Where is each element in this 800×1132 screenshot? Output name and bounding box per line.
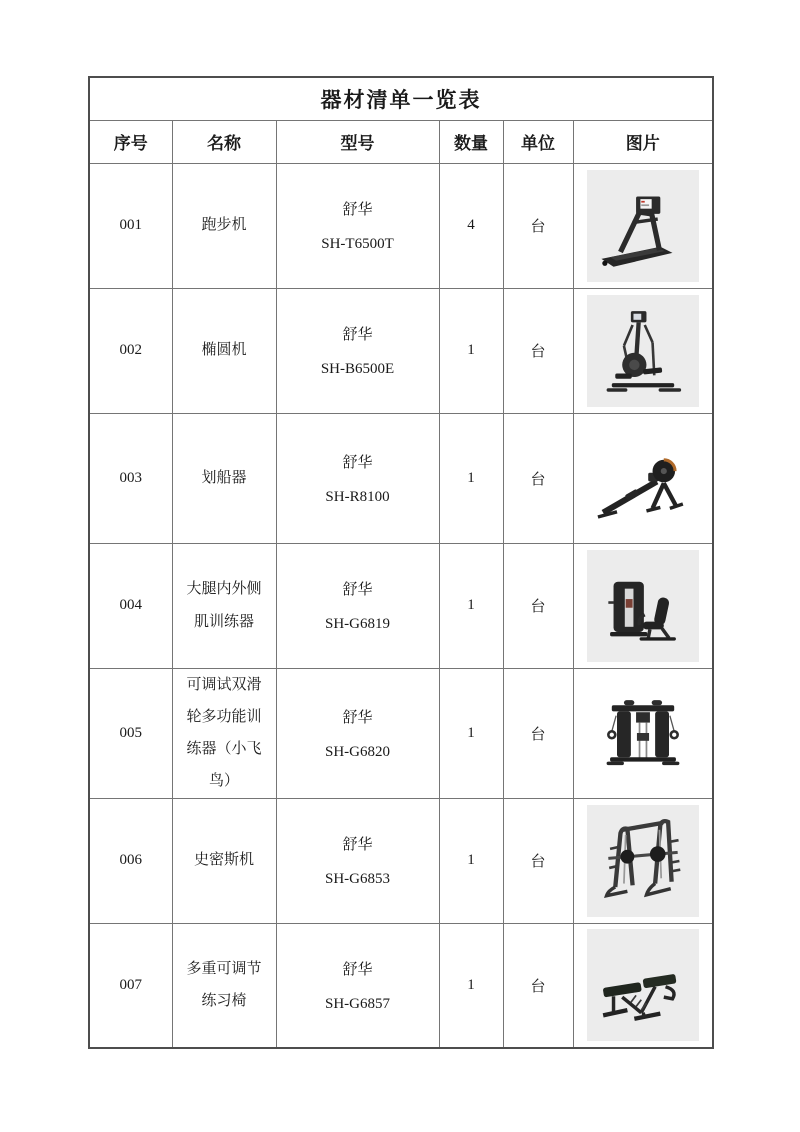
brand-name: 舒华 — [342, 582, 373, 598]
serial-no: 001 — [89, 163, 172, 288]
equipment-model — [276, 163, 439, 288]
header-name: 名称 — [172, 120, 276, 163]
equipment-model — [276, 668, 439, 798]
equipment-image-cell — [573, 668, 713, 798]
inner-outer-thigh-trainer-image — [587, 550, 699, 662]
model-code: SH-G6853 — [324, 871, 390, 887]
equipment-image-cell — [573, 923, 713, 1048]
header-image: 图片 — [573, 120, 713, 163]
table-row — [89, 413, 713, 543]
equipment-image-cell — [573, 798, 713, 923]
serial-no: 005 — [89, 668, 172, 798]
quantity: 1 — [439, 288, 503, 413]
header-quantity: 数量 — [439, 120, 503, 163]
equipment-image-cell — [573, 288, 713, 413]
model-code: SH-T6500T — [321, 236, 394, 252]
table-row — [89, 668, 713, 798]
equipment-model — [276, 288, 439, 413]
quantity: 1 — [439, 413, 503, 543]
equipment-model — [276, 543, 439, 668]
brand-name: 舒华 — [342, 327, 373, 343]
equipment-name: 划船器 — [172, 413, 276, 543]
equipment-model — [276, 413, 439, 543]
brand-name: 舒华 — [342, 709, 373, 726]
header-unit: 单位 — [503, 120, 573, 163]
table-title: 器材清单一览表 — [89, 77, 713, 120]
brand-name: 舒华 — [342, 454, 373, 471]
unit: 台 — [503, 163, 573, 288]
equipment-name: 跑步机 — [172, 163, 276, 288]
brand-name: 舒华 — [342, 202, 373, 218]
equipment-name: 多重可调节练习椅 — [172, 923, 276, 1048]
unit: 台 — [503, 798, 573, 923]
table-row — [89, 288, 713, 413]
brand-name: 舒华 — [342, 837, 373, 853]
table-header-row — [89, 120, 713, 163]
model-code: SH-R8100 — [325, 488, 390, 505]
model-code: SH-G6857 — [324, 995, 390, 1012]
serial-no: 003 — [89, 413, 172, 543]
unit: 台 — [503, 543, 573, 668]
smith-machine-image — [587, 805, 699, 917]
serial-no: 006 — [89, 798, 172, 923]
equipment-name: 大腿内外侧肌训练器 — [172, 543, 276, 668]
quantity: 1 — [439, 923, 503, 1048]
brand-name: 舒华 — [342, 961, 373, 978]
elliptical-image — [587, 295, 699, 407]
unit: 台 — [503, 923, 573, 1048]
quantity: 1 — [439, 543, 503, 668]
quantity: 4 — [439, 163, 503, 288]
treadmill-image — [587, 170, 699, 282]
equipment-image-cell — [573, 413, 713, 543]
quantity: 1 — [439, 668, 503, 798]
table-row — [89, 923, 713, 1048]
rowing-machine-image — [587, 422, 699, 534]
unit: 台 — [503, 413, 573, 543]
table-row — [89, 543, 713, 668]
equipment-name: 史密斯机 — [172, 798, 276, 923]
equipment-name: 可调试双滑轮多功能训练器（小飞鸟） — [172, 668, 276, 798]
table-row — [89, 798, 713, 923]
serial-no: 002 — [89, 288, 172, 413]
equipment-model — [276, 923, 439, 1048]
dual-pulley-functional-trainer-image — [587, 677, 699, 789]
table-title-row — [89, 77, 713, 120]
unit: 台 — [503, 668, 573, 798]
serial-no: 007 — [89, 923, 172, 1048]
serial-no: 004 — [89, 543, 172, 668]
unit: 台 — [503, 288, 573, 413]
header-serial-no: 序号 — [89, 120, 172, 163]
equipment-model — [276, 798, 439, 923]
model-code: SH-G6819 — [324, 616, 390, 632]
equipment-image-cell — [573, 163, 713, 288]
model-code: SH-G6820 — [324, 743, 390, 760]
equipment-image-cell — [573, 543, 713, 668]
equipment-list-table — [88, 76, 714, 1049]
header-model: 型号 — [276, 120, 439, 163]
adjustable-bench-image — [587, 929, 699, 1041]
model-code: SH-B6500E — [320, 361, 395, 377]
equipment-name: 椭圆机 — [172, 288, 276, 413]
quantity: 1 — [439, 798, 503, 923]
table-row — [89, 163, 713, 288]
